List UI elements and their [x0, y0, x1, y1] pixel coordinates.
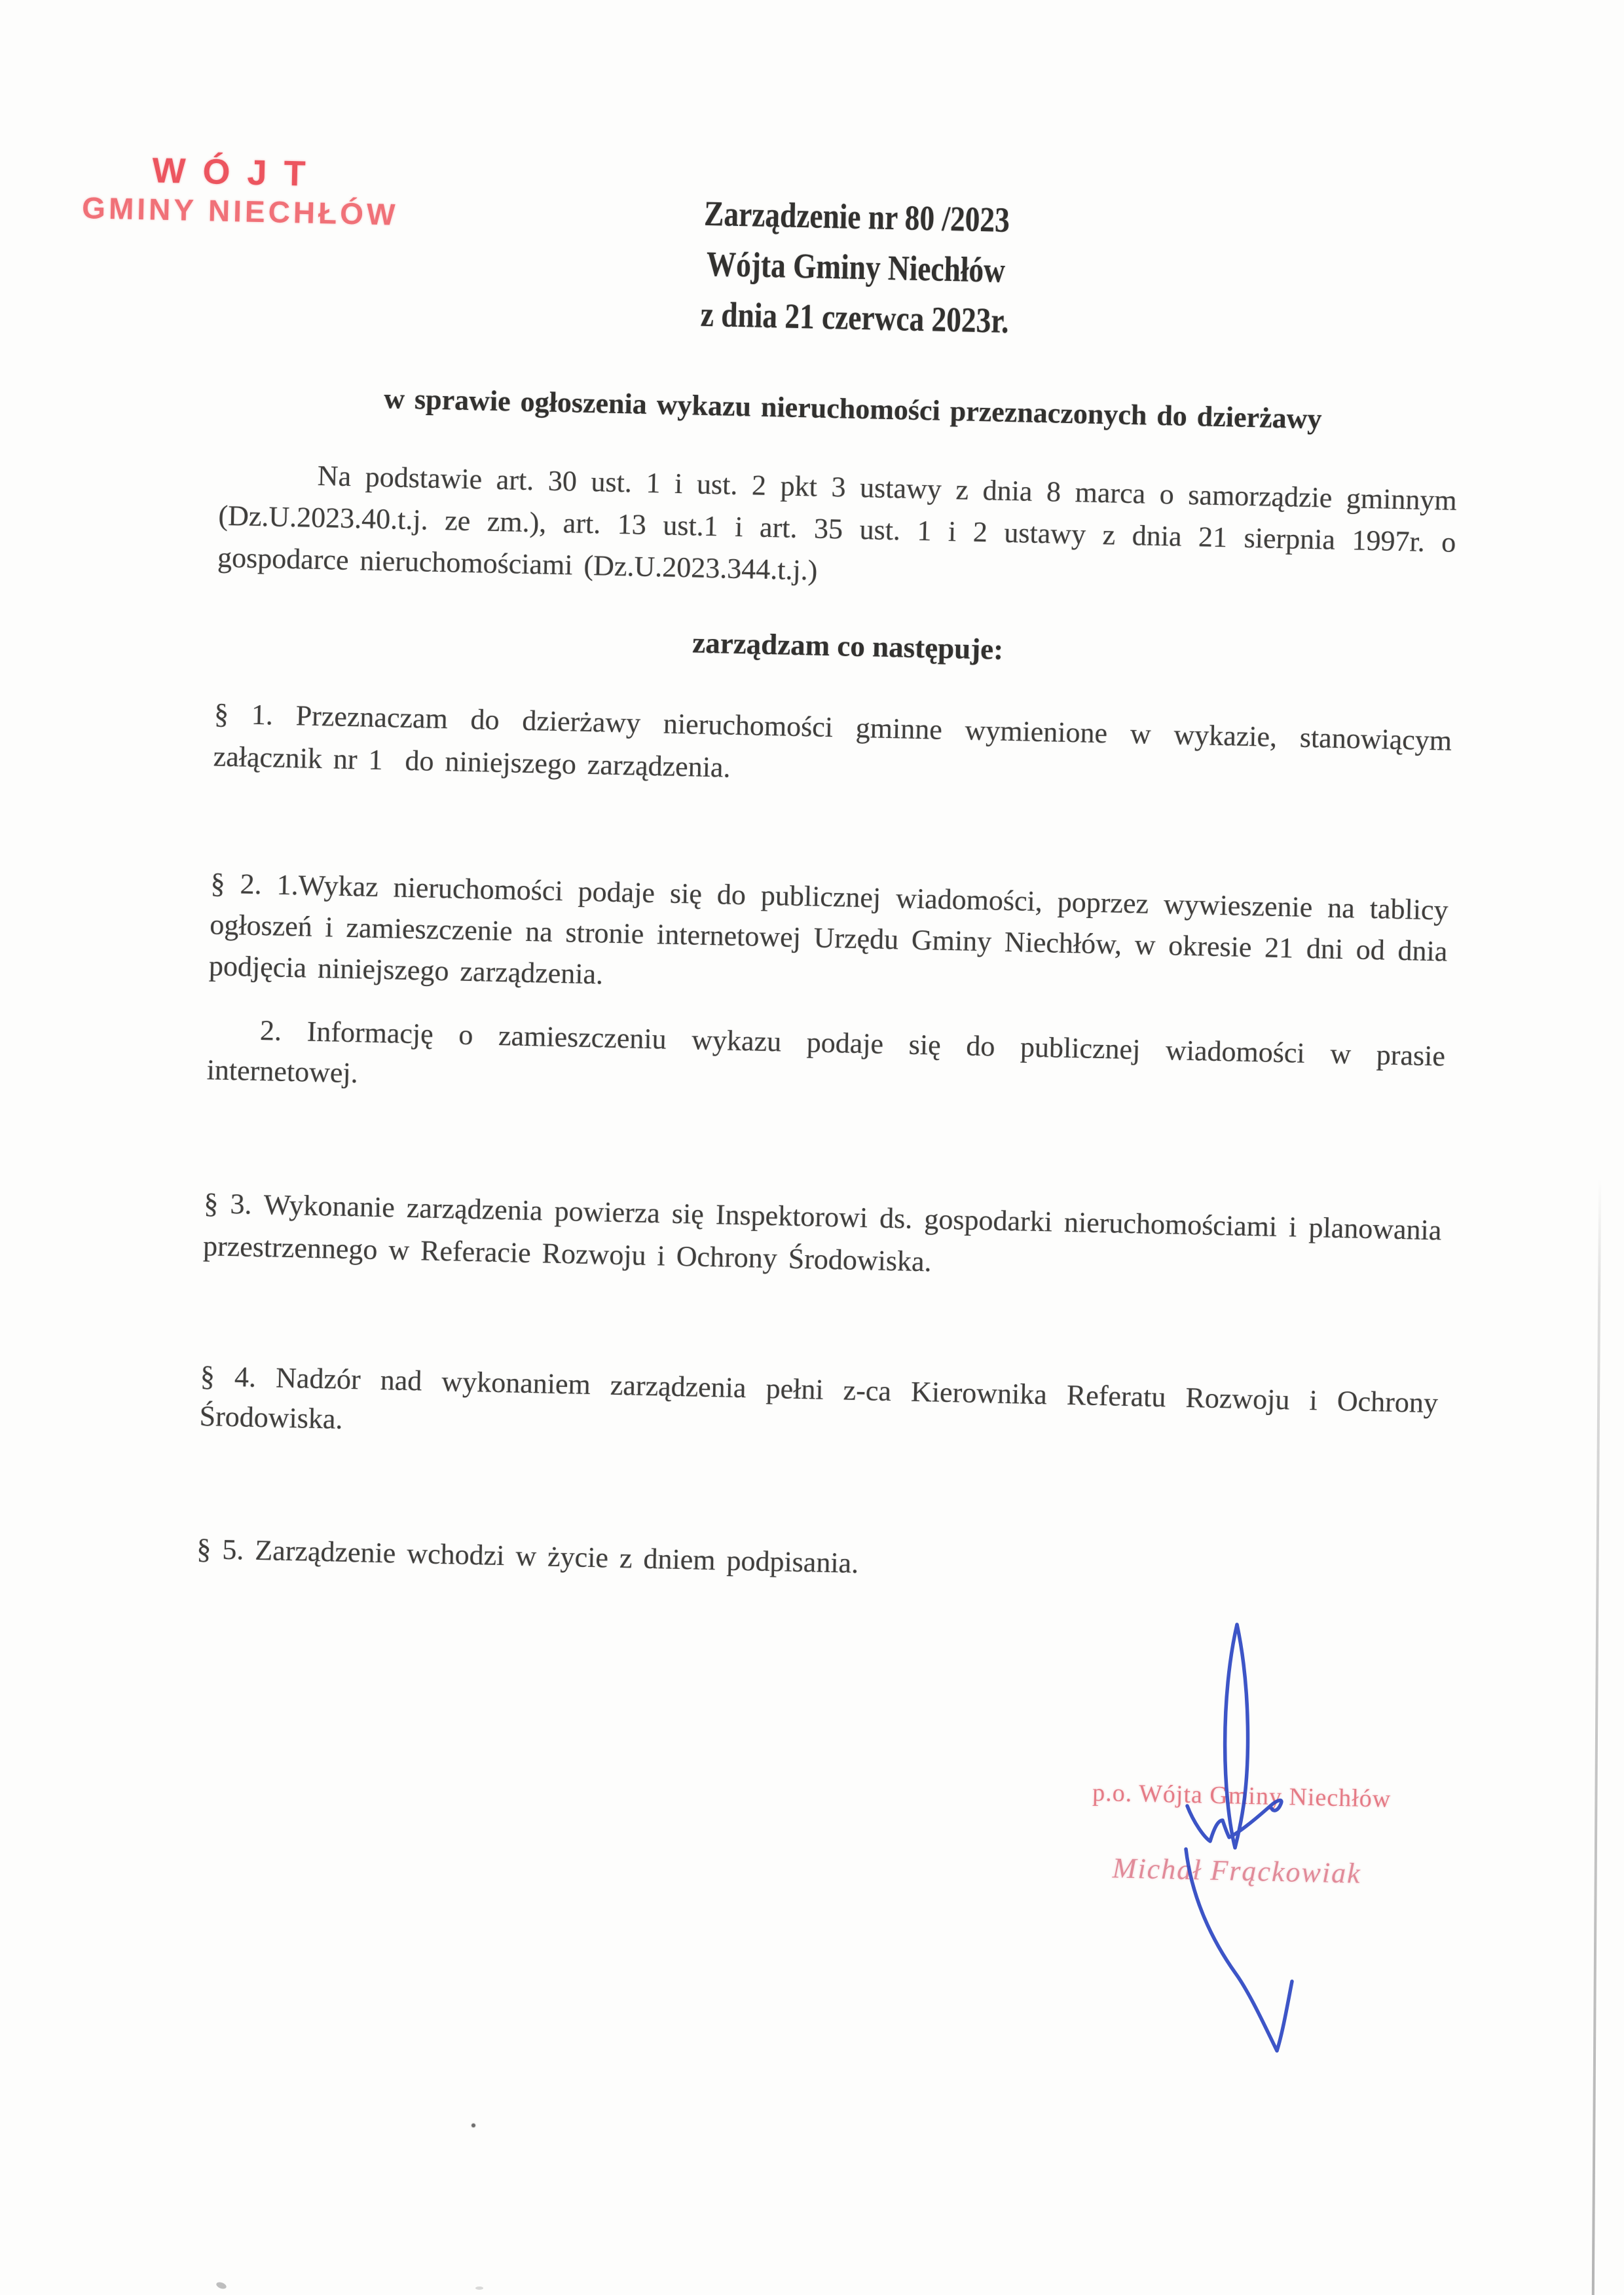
signature-zigzag-stroke — [1187, 1801, 1282, 1841]
ordering-clause: zarządzam co następuje: — [692, 626, 1004, 666]
subject-line: w sprawie ogłoszenia wykazu nieruchomości przeznaczonych do dzierżawy — [383, 382, 1322, 435]
scan-artifact-dot — [471, 2123, 475, 2127]
order-title-number: Zarządzenie nr 80 /2023 — [703, 193, 1010, 240]
text-line: § 2. 1.Wykaz nieruchomości podaje się do publicznej wiadomości, poprzez wywieszenie na tablicy — [210, 867, 1449, 927]
text-line: podjęcia niniejszego zarządzenia. — [208, 949, 604, 991]
paragraph-legal-basis — [217, 453, 1457, 606]
paragraph-3 — [202, 1182, 1442, 1294]
signature-role-stamp: p.o. Wójta Gminy Niechłów — [1092, 1778, 1392, 1813]
signature-name-stamp: Michał Frąckowiak — [1112, 1852, 1362, 1890]
text-line: Na podstawie art. 30 ust. 1 i ust. 2 pkt 3 ustawy z dnia 8 marca o samorządzie gminnym — [317, 459, 1458, 517]
text-line: ogłoszeń i zamieszczenie na stronie internetowej Urzędu Gminy Niechłów, w okresie 21 dni od dnia — [209, 908, 1448, 968]
order-title-block — [323, 180, 1388, 354]
text-line: § 4. Nadzór nad wykonaniem zarządzenia pełni z-ca Kierownika Referatu Rozwoju i Ochrony — [200, 1360, 1439, 1420]
scan-artifact-edge-line — [1592, 1179, 1601, 2295]
letterhead-stamp-line1: WÓJT — [151, 151, 323, 194]
signature-loop-stroke — [1225, 1625, 1248, 1848]
text-line: gospodarce nieruchomościami (Dz.U.2023.344.t.j.) — [217, 541, 818, 587]
paragraph-2-ust-1 — [208, 862, 1449, 1013]
text-line: Środowiska. — [199, 1400, 343, 1435]
paragraph-1 — [213, 693, 1452, 805]
signature-ink — [1172, 1598, 1316, 2069]
signature-descender-stroke — [1186, 1849, 1292, 2051]
text-line: przestrzennego w Referacie Rozwoju i Ochrony Środowiska. — [202, 1230, 932, 1278]
text-line: załącznik nr 1 do niniejszego zarządzenia. — [213, 740, 731, 784]
order-title-date: z dnia 21 czerwca 2023r. — [700, 294, 1010, 340]
text-line: § 1. Przeznaczam do dzierżawy nieruchomości gminne wymienione w wykazie, stanowiącym — [213, 697, 1452, 757]
paragraph-4 — [199, 1356, 1439, 1463]
paragraph-2-ust-2 — [206, 1009, 1446, 1117]
paragraph-5 — [196, 1529, 1435, 1596]
order-title-issuer: Wójta Gminy Niechłów — [706, 244, 1006, 290]
text-line: internetowej. — [206, 1054, 359, 1090]
text-line: (Dz.U.2023.40.t.j. ze zm.), art. 13 ust.1 i art. 35 ust. 1 i 2 ustawy z dnia 21 sierpnia 1997r. o — [217, 499, 1456, 559]
scan-artifact-speck — [475, 2286, 483, 2290]
letterhead-stamp-line2: GMINY NIECHŁÓW — [81, 191, 399, 232]
text-line: § 3. Wykonanie zarządzenia powierza się Inspektorowi ds. gospodarki nieruchomościami i planowania — [203, 1187, 1442, 1247]
text-line: 2. Informację o zamieszczeniu wykazu podaje się do publicznej wiadomości w prasie — [259, 1014, 1446, 1073]
text-line: § 5. Zarządzenie wchodzi w życie z dniem podpisania. — [196, 1532, 859, 1579]
